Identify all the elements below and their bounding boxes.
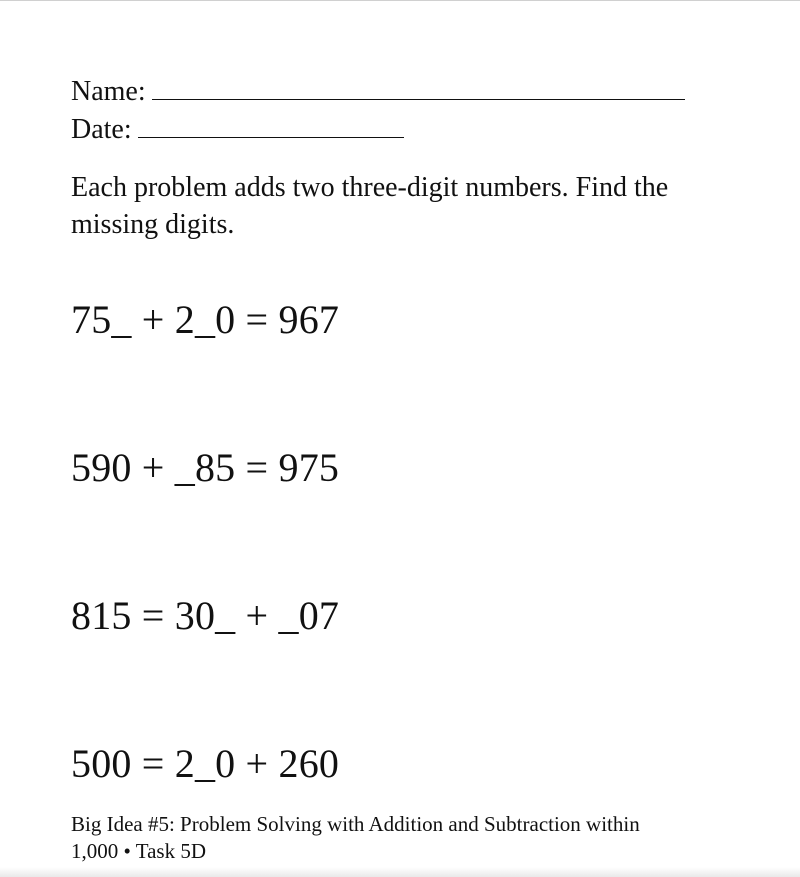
footer-caption (71, 811, 751, 865)
instructions-text: Each problem adds two three-digit numbers. Find the missing digits. (71, 172, 669, 240)
name-label: Name: (71, 76, 146, 107)
problem-4: 500 = 2_0 + 260 (71, 741, 340, 786)
footer-line-1: Big Idea #5: Problem Solving with Addition and Subtraction within (71, 812, 640, 836)
problem-1: 75_ + 2_0 = 967 (71, 297, 340, 342)
name-field-row (71, 73, 685, 109)
problem-2: 590 + _85 = 975 (71, 445, 340, 490)
date-field-row (71, 111, 404, 147)
footer-line-2: 1,000 • Task 5D (71, 839, 206, 863)
problem-3: 815 = 30_ + _07 (71, 593, 340, 638)
date-label: Date: (71, 114, 132, 145)
page-bottom-shadow (0, 867, 800, 877)
date-blank-line (138, 111, 404, 138)
name-blank-line (152, 73, 685, 100)
